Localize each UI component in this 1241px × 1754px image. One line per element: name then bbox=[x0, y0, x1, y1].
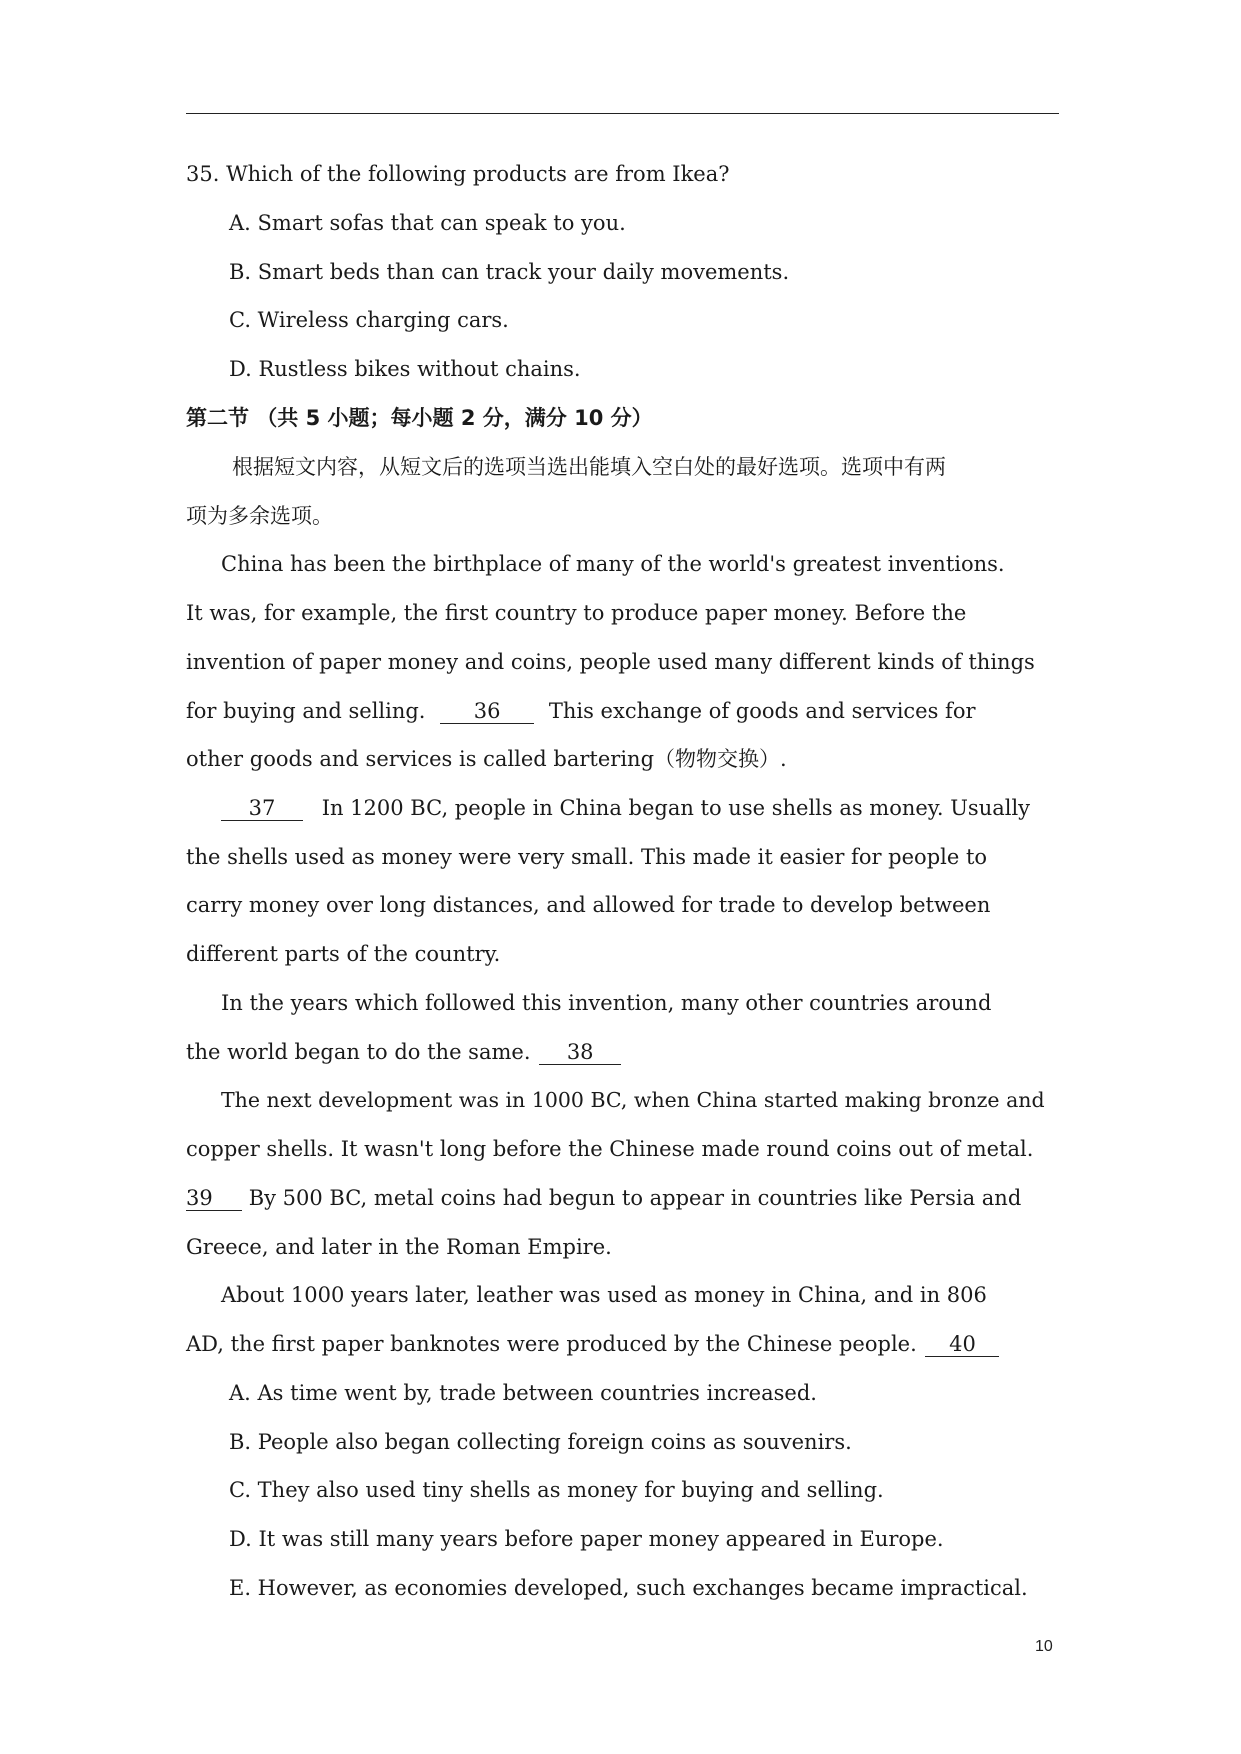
section-heading: 第二节 （共 5 小题；每小题 2 分，满分 10 分） bbox=[186, 406, 653, 430]
option-e: E. However, as economies developed, such exchanges became impractical. bbox=[229, 1576, 1028, 1600]
p1-line4-post: This exchange of goods and services for bbox=[548, 699, 976, 723]
p3-line1: In the years which followed this invention, many other countries around bbox=[221, 991, 992, 1015]
q35-option-a: A. Smart sofas that can speak to you. bbox=[229, 211, 626, 235]
p2-line1-post: In 1200 BC, people in China began to use shells as money. Usually bbox=[321, 796, 1031, 820]
p1-line1: China has been the birthplace of many of the world's greatest inventions. bbox=[221, 552, 1005, 576]
p2-line3: carry money over long distances, and allowed for trade to develop between bbox=[186, 893, 991, 917]
p3-line2-pre: the world began to do the same. bbox=[186, 1040, 531, 1064]
blank-37: 37 bbox=[221, 796, 303, 821]
blank-38: 38 bbox=[539, 1040, 621, 1065]
option-b: B. People also began collecting foreign coins as souvenirs. bbox=[229, 1430, 852, 1454]
p2-line4: different parts of the country. bbox=[186, 942, 501, 966]
page-number: 10 bbox=[1035, 1638, 1053, 1655]
p5-line2 bbox=[186, 1330, 999, 1358]
p1-line3: invention of paper money and coins, people used many different kinds of things bbox=[186, 650, 1035, 674]
q35-option-d: D. Rustless bikes without chains. bbox=[229, 357, 581, 381]
p4-line2: copper shells. It wasn't long before the Chinese made round coins out of metal. bbox=[186, 1137, 1034, 1161]
option-a: A. As time went by, trade between countries increased. bbox=[229, 1381, 817, 1405]
option-c: C. They also used tiny shells as money for buying and selling. bbox=[229, 1478, 884, 1502]
blank-39: 39 bbox=[186, 1186, 242, 1211]
p5-line2-pre: AD, the first paper banknotes were produced by the Chinese people. bbox=[186, 1332, 917, 1356]
p1-line4-pre: for buying and selling. bbox=[186, 699, 426, 723]
p1-line5: other goods and services is called bartering（物物交换）. bbox=[186, 747, 787, 771]
question-35-stem: 35. Which of the following products are from Ikea? bbox=[186, 162, 730, 186]
q35-option-b: B. Smart beds than can track your daily movements. bbox=[229, 260, 790, 284]
p2-line2: the shells used as money were very small. This made it easier for people to bbox=[186, 845, 988, 869]
p1-line4 bbox=[186, 697, 976, 725]
p4-line3-post: By 500 BC, metal coins had begun to appear in countries like Persia and bbox=[248, 1186, 1022, 1210]
p4-line3 bbox=[186, 1184, 1021, 1212]
p4-line1: The next development was in 1000 BC, when China started making bronze and bbox=[221, 1088, 1045, 1112]
p5-line1: About 1000 years later, leather was used as money in China, and in 806 bbox=[221, 1283, 987, 1307]
p3-line2 bbox=[186, 1038, 621, 1066]
blank-36: 36 bbox=[440, 699, 534, 724]
header-rule bbox=[186, 113, 1059, 114]
p2-line1 bbox=[221, 794, 1030, 822]
p1-line2: It was, for example, the first country to produce paper money. Before the bbox=[186, 601, 967, 625]
p4-line4: Greece, and later in the Roman Empire. bbox=[186, 1235, 612, 1259]
section-instruction-line1: 根据短文内容，从短文后的选项当选出能填入空白处的最好选项。选项中有两 bbox=[232, 455, 946, 479]
section-instruction-line2: 项为多余选项。 bbox=[186, 504, 333, 528]
option-d: D. It was still many years before paper money appeared in Europe. bbox=[229, 1527, 944, 1551]
blank-40: 40 bbox=[925, 1332, 999, 1357]
q35-option-c: C. Wireless charging cars. bbox=[229, 308, 509, 332]
